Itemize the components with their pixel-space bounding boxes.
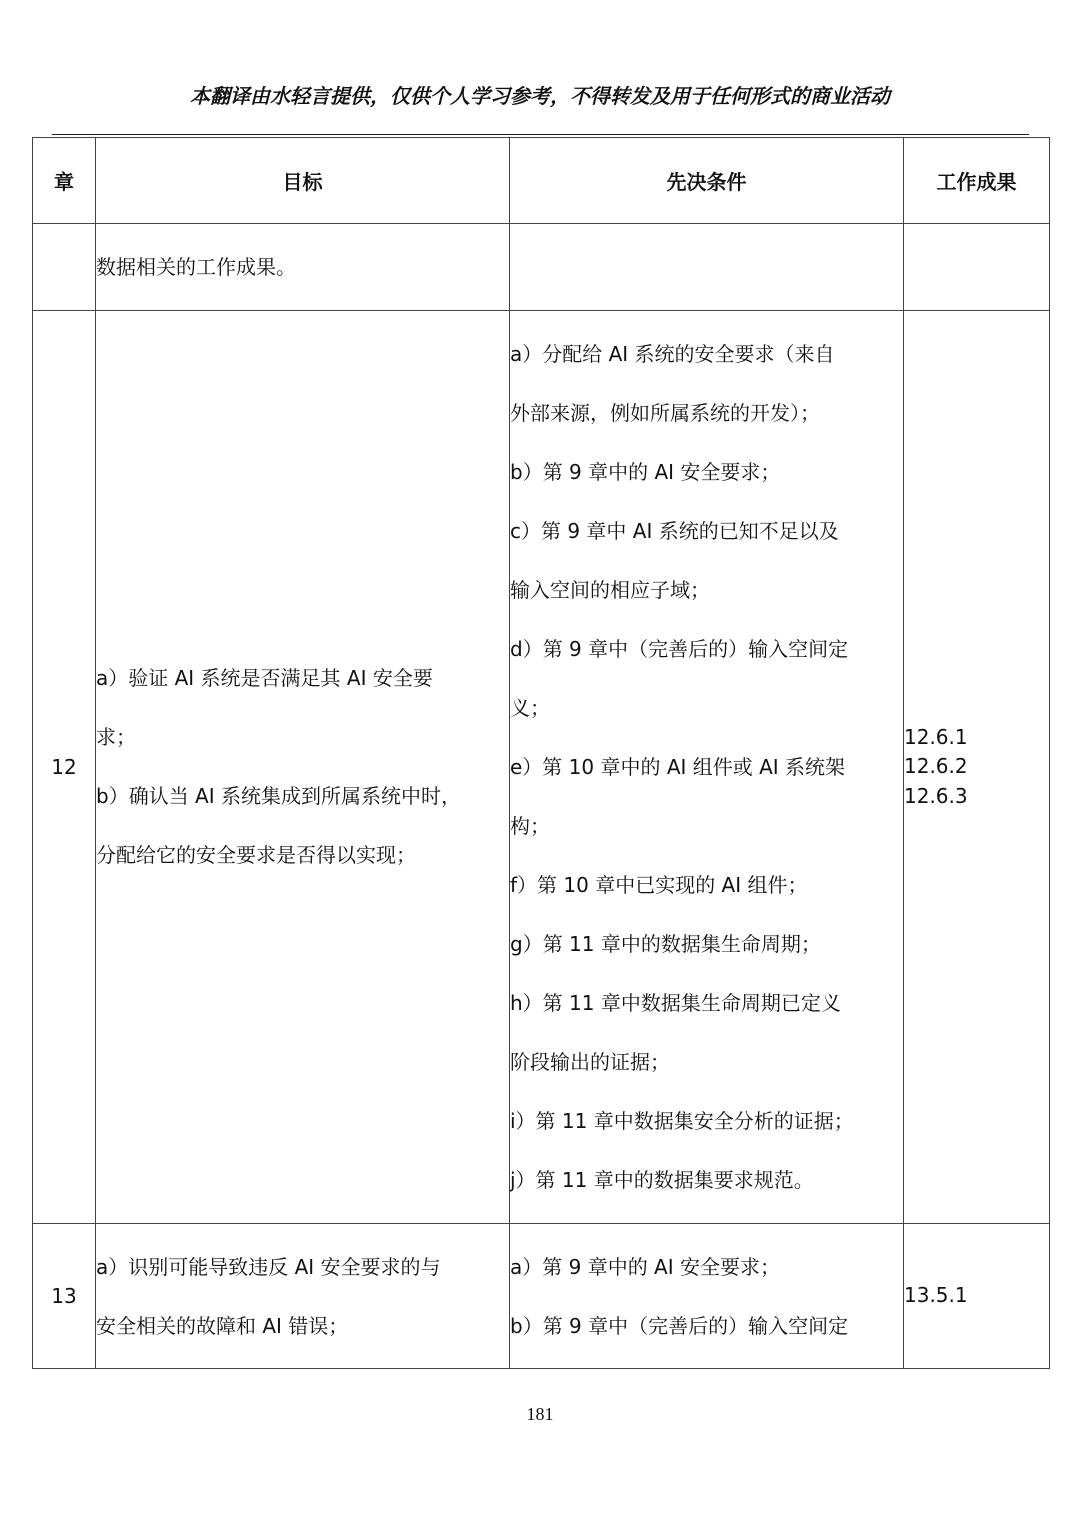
objective-item: 数据相关的工作成果。 (96, 254, 296, 279)
prerequisite-item: 阶段输出的证据； (510, 1049, 670, 1074)
objective-item: 安全相关的故障和 AI 错误； (96, 1314, 349, 1338)
objective-item: 求； (96, 725, 136, 749)
work-product-item: 12.6.3 (904, 783, 968, 808)
prerequisites-cell (510, 224, 904, 311)
table-row (33, 311, 1050, 1224)
header-rule (52, 134, 1029, 135)
prerequisite-item: 义； (510, 695, 550, 720)
prerequisite-item: g）第 11 章中的数据集生命周期； (510, 931, 821, 956)
prerequisite-item: i）第 11 章中数据集安全分析的证据； (510, 1108, 854, 1133)
column-header-chapter: 章 (33, 138, 96, 224)
objective-item: b）确认当 AI 系统集成到所属系统中时， (96, 784, 461, 808)
objective-item: 分配给它的安全要求是否得以实现； (96, 843, 416, 867)
prerequisite-item: 外部来源，例如所属系统的开发）； (510, 400, 820, 425)
prerequisite-item: b）第 9 章中的 AI 安全要求； (510, 459, 781, 484)
prerequisite-item: h）第 11 章中数据集生命周期已定义 (510, 990, 841, 1015)
table-row (33, 224, 1050, 311)
prerequisite-item: f）第 10 章中已实现的 AI 组件； (510, 872, 808, 897)
prerequisite-item: a）分配给 AI 系统的安全要求（来自 (510, 341, 835, 366)
prerequisite-item: j）第 11 章中的数据集要求规范。 (510, 1167, 814, 1192)
objective-item: a）识别可能导致违反 AI 安全要求的与 (96, 1255, 441, 1279)
chapter-cell: 12 (33, 311, 96, 1224)
work-product-item: 13.5.1 (904, 1283, 968, 1308)
prerequisite-item: 输入空间的相应子域； (510, 577, 710, 602)
work-product-item: 12.6.1 (904, 724, 968, 749)
header-notice: 本翻译由水轻言提供，仅供个人学习参考，不得转发及用于任何形式的商业活动 (190, 84, 890, 108)
work-products-cell (904, 1224, 1050, 1369)
column-header-objectives: 目标 (96, 138, 510, 224)
prerequisites-cell (510, 311, 904, 1224)
requirements-table (32, 137, 1050, 1369)
prerequisite-item: b）第 9 章中（完善后的）输入空间定 (510, 1314, 849, 1338)
prerequisite-item: c）第 9 章中 AI 系统的已知不足以及 (510, 518, 839, 543)
prerequisite-item: d）第 9 章中（完善后的）输入空间定 (510, 636, 849, 661)
chapter-cell: 13 (33, 1224, 96, 1369)
objectives-cell (96, 1224, 510, 1369)
prerequisite-item: 构； (510, 813, 550, 838)
chapter-cell (33, 224, 96, 311)
prerequisite-item: e）第 10 章中的 AI 组件或 AI 系统架 (510, 754, 846, 779)
work-products-cell (904, 311, 1050, 1224)
column-header-work-products: 工作成果 (904, 138, 1050, 224)
prerequisites-cell (510, 1224, 904, 1369)
objectives-cell (96, 311, 510, 1224)
table-row (33, 1224, 1050, 1369)
work-product-item: 12.6.2 (904, 754, 968, 779)
objective-item: a）验证 AI 系统是否满足其 AI 安全要 (96, 666, 433, 690)
table-header-row (33, 138, 1050, 224)
objectives-cell (96, 224, 510, 311)
work-products-cell (904, 224, 1050, 311)
prerequisite-item: a）第 9 章中的 AI 安全要求； (510, 1255, 780, 1279)
page-number: 181 (526, 1404, 554, 1424)
column-header-prerequisites: 先决条件 (510, 138, 904, 224)
